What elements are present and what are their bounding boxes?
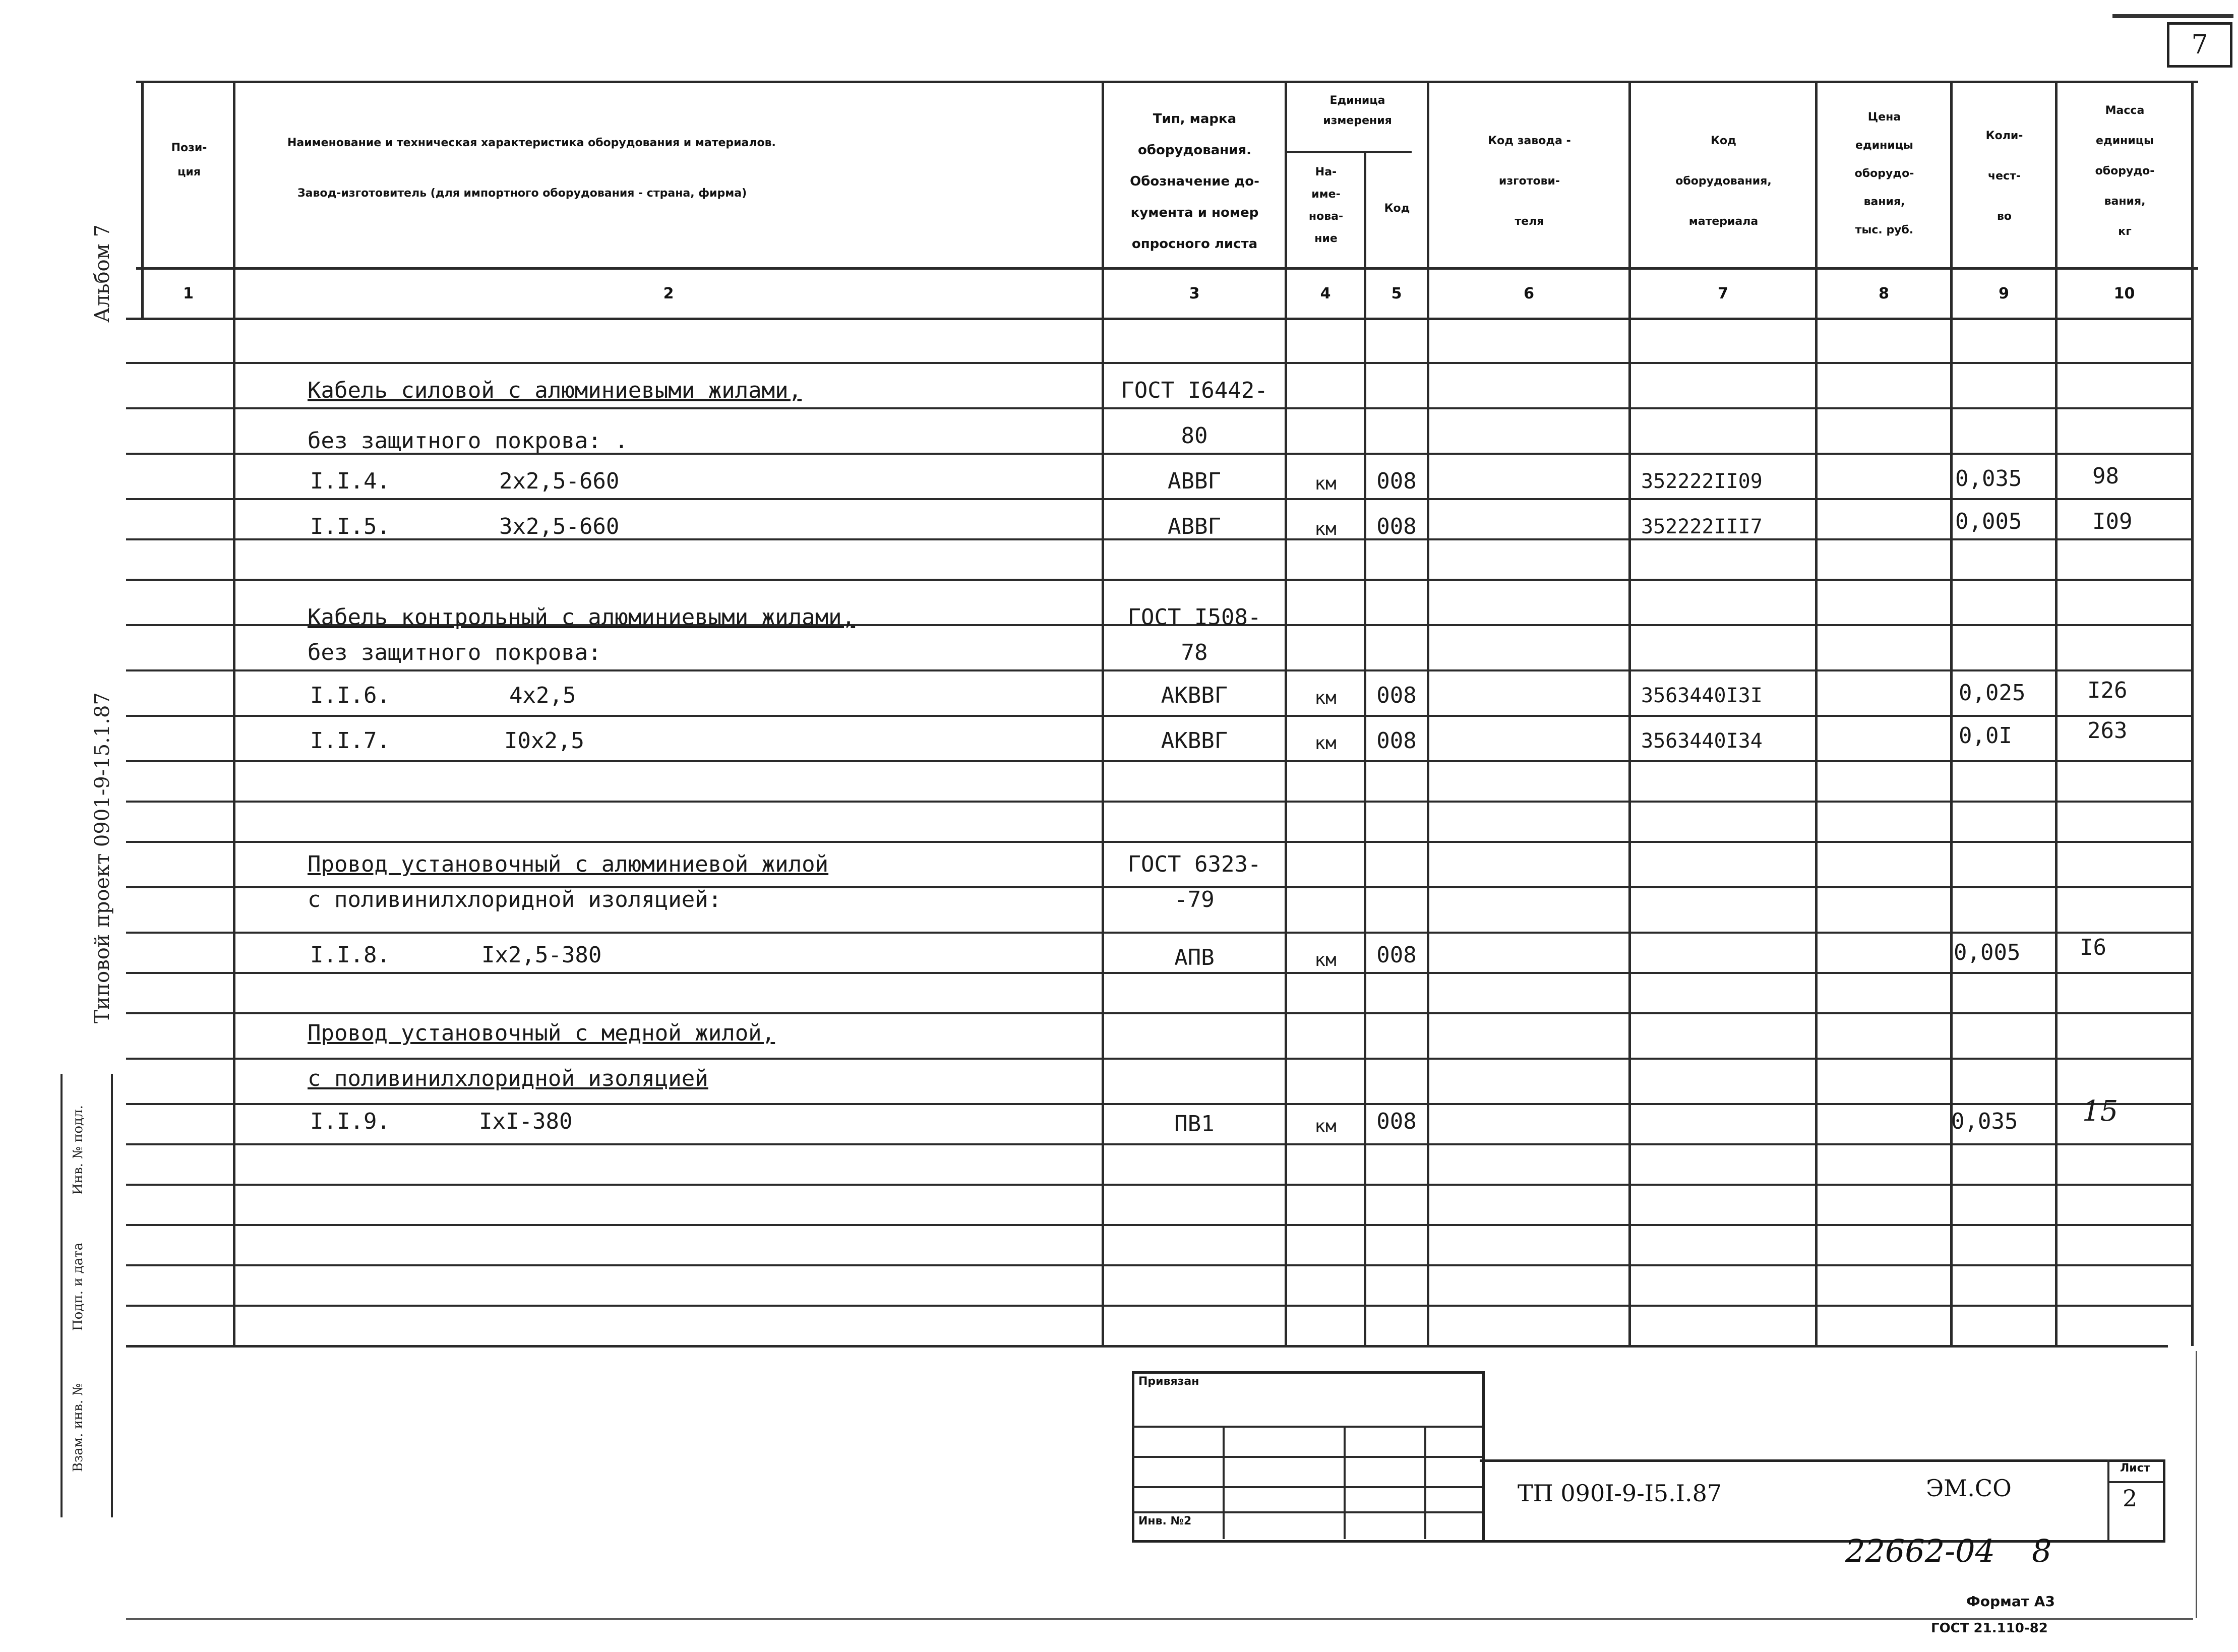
row-qty: 0,005 (1954, 940, 2021, 965)
stamp-sheet-divider (2107, 1459, 2109, 1540)
row-unit: км (1314, 733, 1337, 754)
row-unit: км (1314, 519, 1337, 539)
row-unit-code: 008 (1376, 728, 1417, 754)
row-qty: 0,0I (1959, 723, 2012, 749)
document-code: ТП 090I-9-I5.I.87 (1518, 1480, 1722, 1507)
header-mass: Масса единицы оборудо- вания, кг (2095, 104, 2155, 238)
row-qty: 0,035 (1951, 1109, 2018, 1134)
row-mass: 98 (2092, 463, 2119, 489)
stamp-line (1132, 1486, 1482, 1488)
group-standard: -79 (1174, 887, 1215, 912)
group-standard: 80 (1181, 423, 1208, 449)
table-top-border (136, 81, 2198, 83)
row-spec: 2x2,5-660 (499, 468, 620, 494)
col-line (2191, 81, 2194, 1346)
row-type: АВВГ (1168, 468, 1221, 494)
header-name-line2: Завод-изготовитель (для импортного оборудования - страна, фирма) (297, 187, 747, 200)
row-mass: 15 (2082, 1095, 2119, 1128)
colnum-bottom-border (126, 318, 2193, 320)
row-unit: км (1314, 950, 1337, 970)
row-line (126, 801, 2193, 803)
row-line (126, 1264, 2193, 1266)
header-bottom-border (136, 267, 2198, 270)
corner-sheet-number (2167, 22, 2232, 68)
project-label: Типовой проект 0901-9-15.1.87 (91, 692, 114, 1023)
row-line (126, 1184, 2193, 1186)
unit-group-divider (1286, 151, 1412, 153)
row-mass: I6 (2080, 935, 2106, 960)
side-stamp-border-inner (111, 1074, 113, 1517)
side-stamp-border (61, 1074, 63, 1517)
col-line (141, 81, 144, 318)
col-line (1950, 81, 1953, 1346)
album-label: Альбом 7 (91, 224, 114, 323)
col-line (2055, 81, 2058, 1346)
stamp-replace-label: Взам. инв. № (71, 1383, 86, 1472)
row-unit: км (1314, 688, 1337, 708)
row-position: I.I.6. (310, 683, 390, 708)
group-title: Кабель контрольный с алюминиевыми жилами, (308, 604, 856, 630)
header-equip-code: Код оборудования, материала (1675, 135, 1772, 228)
col-number-9: 9 (1999, 285, 2009, 302)
archive-suffix: 8 (2032, 1533, 2052, 1569)
document-mark: ЭМ.СО (1926, 1475, 2012, 1502)
group-title: с поливинилхлоридной изоляцией (308, 1066, 708, 1091)
row-unit-code: 008 (1376, 942, 1417, 968)
row-line (126, 579, 2193, 581)
row-spec: 4x2,5 (509, 683, 576, 708)
col-line (1102, 81, 1104, 1346)
row-line (126, 498, 2193, 500)
row-spec: 3x2,5-660 (499, 514, 620, 539)
row-type: АКВВГ (1161, 683, 1228, 708)
group-title: Провод установочный с медной жилой, (308, 1020, 775, 1046)
col-number-8: 8 (1879, 285, 1889, 302)
row-position: I.I.4. (310, 468, 390, 494)
col-number-3: 3 (1189, 285, 1200, 302)
row-line (126, 1058, 2193, 1060)
format-label: Формат А3 (1966, 1593, 2055, 1610)
stamp-privyazan-label: Привязан (1138, 1375, 1199, 1388)
stamp-line (1132, 1456, 1482, 1458)
col-number-4: 4 (1320, 285, 1331, 302)
row-line (126, 669, 2193, 671)
stamp-col (1424, 1426, 1426, 1539)
row-mass: 263 (2087, 718, 2128, 744)
sheet-label: Лист (2120, 1462, 2150, 1475)
col-number-2: 2 (663, 285, 674, 302)
row-spec: I0x2,5 (504, 728, 584, 754)
row-qty: 0,035 (1955, 466, 2022, 492)
header-type: Тип, марка оборудования. Обозначение до- кумента и номер опросного листа (1130, 111, 1259, 252)
header-maker-code: Код завода - изготови- теля (1488, 135, 1571, 228)
col-line (1628, 81, 1631, 1346)
group-title: Провод установочный с алюминиевой жилой (308, 851, 829, 877)
row-type: АВВГ (1168, 514, 1221, 539)
row-unit: км (1314, 473, 1337, 494)
stamp-col (1223, 1426, 1225, 1539)
sheet-number: 2 (2123, 1485, 2138, 1512)
row-qty: 0,005 (1955, 509, 2022, 534)
header-unit-code: Код (1384, 202, 1410, 215)
col-line (1285, 81, 1287, 1346)
row-mass: I09 (2092, 509, 2133, 534)
row-line (126, 1103, 2193, 1105)
header-unit-group: Единица измерения (1323, 94, 1392, 127)
row-type: АПВ (1174, 945, 1215, 970)
row-line (126, 715, 2193, 717)
row-unit-code: 008 (1376, 514, 1417, 539)
row-spec: IxI-380 (479, 1109, 573, 1134)
row-equip-code: 3563440I3I (1641, 684, 1763, 707)
col-number-5: 5 (1391, 285, 1402, 302)
table-bottom-border (126, 1345, 2168, 1348)
row-line (126, 1012, 2193, 1014)
header-price: Цена единицы оборудо- вания, тыс. руб. (1854, 111, 1914, 236)
row-equip-code: 352222II09 (1641, 470, 1763, 493)
row-type: АКВВГ (1161, 728, 1228, 754)
row-qty: 0,025 (1959, 680, 2026, 706)
frame-right (2196, 1351, 2197, 1618)
row-unit-code: 008 (1376, 468, 1417, 494)
group-title: без защитного покрова: . (308, 428, 628, 454)
row-position: I.I.5. (310, 514, 390, 539)
frame-bottom (126, 1618, 2193, 1620)
row-equip-code: 352222III7 (1641, 515, 1763, 538)
col-line (1427, 81, 1429, 1346)
header-qty: Коли- чест- во (1985, 130, 2023, 223)
group-title: Кабель силовой с алюминиевыми жилами, (308, 378, 802, 403)
col-line (1815, 81, 1818, 1346)
row-line (126, 1305, 2193, 1307)
row-line (126, 760, 2193, 762)
row-type: ПВ1 (1174, 1111, 1215, 1137)
row-position: I.I.8. (310, 942, 390, 968)
stamp-inv-label: Инв. № подл. (71, 1105, 86, 1195)
archive-number: 22662-04 (1845, 1533, 1995, 1569)
row-line (126, 1143, 2193, 1145)
group-standard: ГОСТ I6442- (1121, 378, 1268, 403)
stamp-line (1132, 1511, 1482, 1513)
header-unit-name: На- име- нова- ние (1308, 166, 1344, 245)
header-position: Пози- ция (171, 142, 207, 178)
row-position: I.I.7. (310, 728, 390, 754)
row-unit: км (1314, 1116, 1337, 1137)
row-line (126, 1224, 2193, 1226)
row-mass: I26 (2087, 678, 2128, 703)
col-number-6: 6 (1524, 285, 1534, 302)
row-line (126, 362, 2193, 364)
group-standard: ГОСТ I508- (1127, 604, 1261, 630)
stamp-col (1344, 1426, 1346, 1539)
col-number-7: 7 (1718, 285, 1728, 302)
group-standard: 78 (1181, 640, 1208, 665)
row-spec: Ix2,5-380 (481, 942, 602, 968)
header-name-line1: Наименование и техническая характеристика оборудования и материалов. (287, 137, 776, 149)
row-line (126, 932, 2193, 934)
corner-sheet-number-text: 7 (2191, 30, 2208, 60)
gost-label: ГОСТ 21.110-82 (1931, 1621, 2048, 1636)
col-number-10: 10 (2113, 285, 2135, 302)
col-line (233, 81, 235, 1346)
group-title: без защитного покрова: (308, 640, 601, 665)
row-line (126, 407, 2193, 409)
row-line (126, 841, 2193, 843)
row-unit-code: 008 (1376, 1109, 1417, 1134)
stamp-sheet-line (2107, 1481, 2163, 1483)
row-position: I.I.9. (310, 1109, 390, 1134)
row-unit-code: 008 (1376, 683, 1417, 708)
stamp-inv-label: Инв. №2 (1138, 1515, 1192, 1527)
stamp-line (1132, 1426, 1482, 1428)
group-title: с поливинилхлоридной изоляцией: (308, 887, 722, 912)
col-number-1: 1 (183, 285, 194, 302)
group-standard: ГОСТ 6323- (1127, 851, 1261, 877)
stamp-date-label: Подп. и дата (71, 1242, 86, 1331)
row-equip-code: 3563440I34 (1641, 729, 1763, 753)
top-rule (2112, 14, 2233, 18)
